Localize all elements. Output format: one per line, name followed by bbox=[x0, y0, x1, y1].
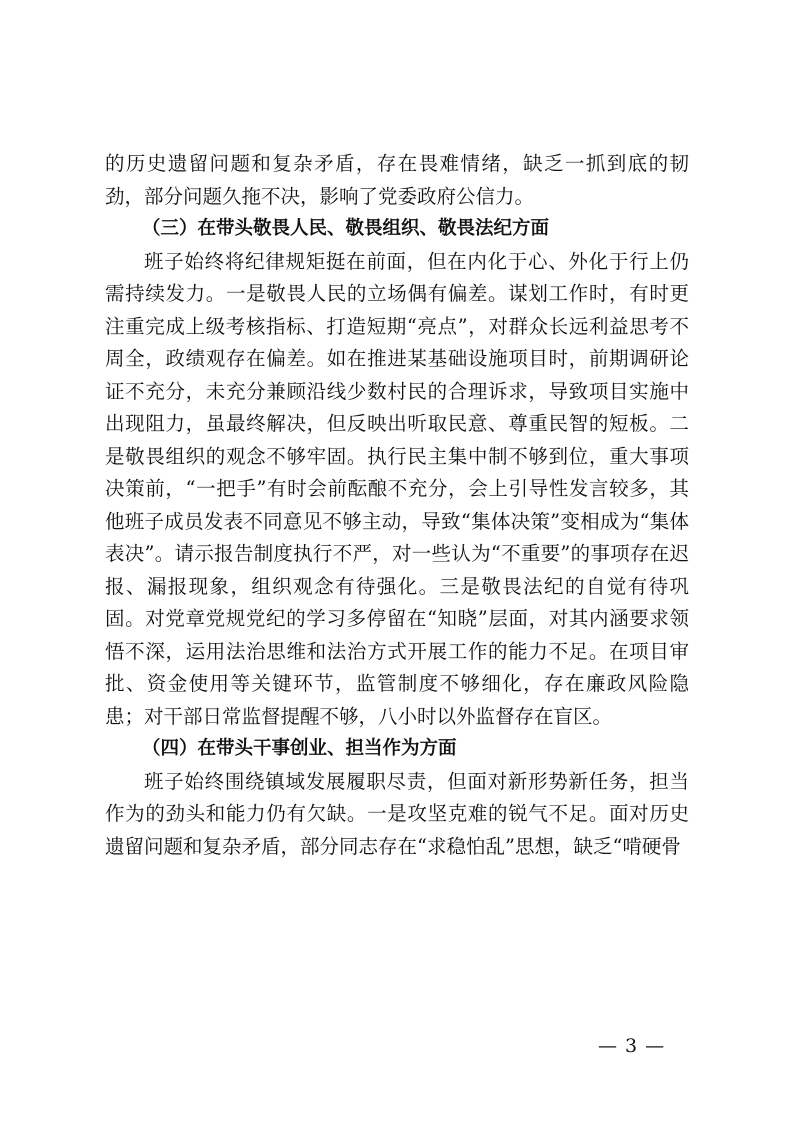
document-body bbox=[105, 148, 689, 863]
section-heading-4: （四）在带头干事创业、担当作为方面 bbox=[142, 738, 457, 759]
paragraph-section-3: 班子始终将纪律规矩挺在前面，但在内化于心、外化于行上仍需持续发力。一是敬畏人民的立场偶有偏差。谋划工作时，有时更注重完成上级考核指标、打造短期“亮点”，对群众长远利益思考不周全，政绩观存在偏差。如在推进某基础设施项目时，前期调研论证不充分，未充分兼顾沿线少数村民的合理诉求，导致项目实施中出现阻力，虽最终解决，但反映出听取民意、尊重民智的短板。二是敬畏组织的观念不够牢固。执行民主集中制不够到位，重大事项决策前，“一把手”有时会前酝酿不充分，会上引导性发言较多，其他班子成员发表不同意见不够主动，导致“集体决策”变相成为“集体表决”。请示报告制度执行不严，对一些认为“不重要”的事项存在迟报、漏报现象，组织观念有待强化。三是敬畏法纪的自觉有待巩固。对党章党规党纪的学习多停留在“知晓”层面，对其内涵要求领悟不深，运用法治思维和法治方式开展工作的能力不足。在项目审批、资金使用等关键环节，监管制度不够细化，存在廉政风险隐患；对干部日常监督提醒不够，八小时以外监督存在盲区。 bbox=[105, 249, 689, 728]
section-heading-3: （三）在带头敬畏人民、敬畏组织、敬畏法纪方面 bbox=[142, 218, 550, 239]
paragraph-section-4: 班子始终围绕镇域发展履职尽责，但面对新形势新任务，担当作为的劲头和能力仍有欠缺。一是攻坚克难的锐气不足。面对历史遗留问题和复杂矛盾，部分同志存在“求稳怕乱”思想，缺乏“啃硬骨 bbox=[105, 769, 689, 858]
page-number: — 3 — bbox=[598, 1035, 666, 1057]
paragraph-continuation: 的历史遗留问题和复杂矛盾，存在畏难情绪，缺乏一抓到底的韧劲，部分问题久拖不决，影响了党委政府公信力。 bbox=[105, 152, 689, 208]
